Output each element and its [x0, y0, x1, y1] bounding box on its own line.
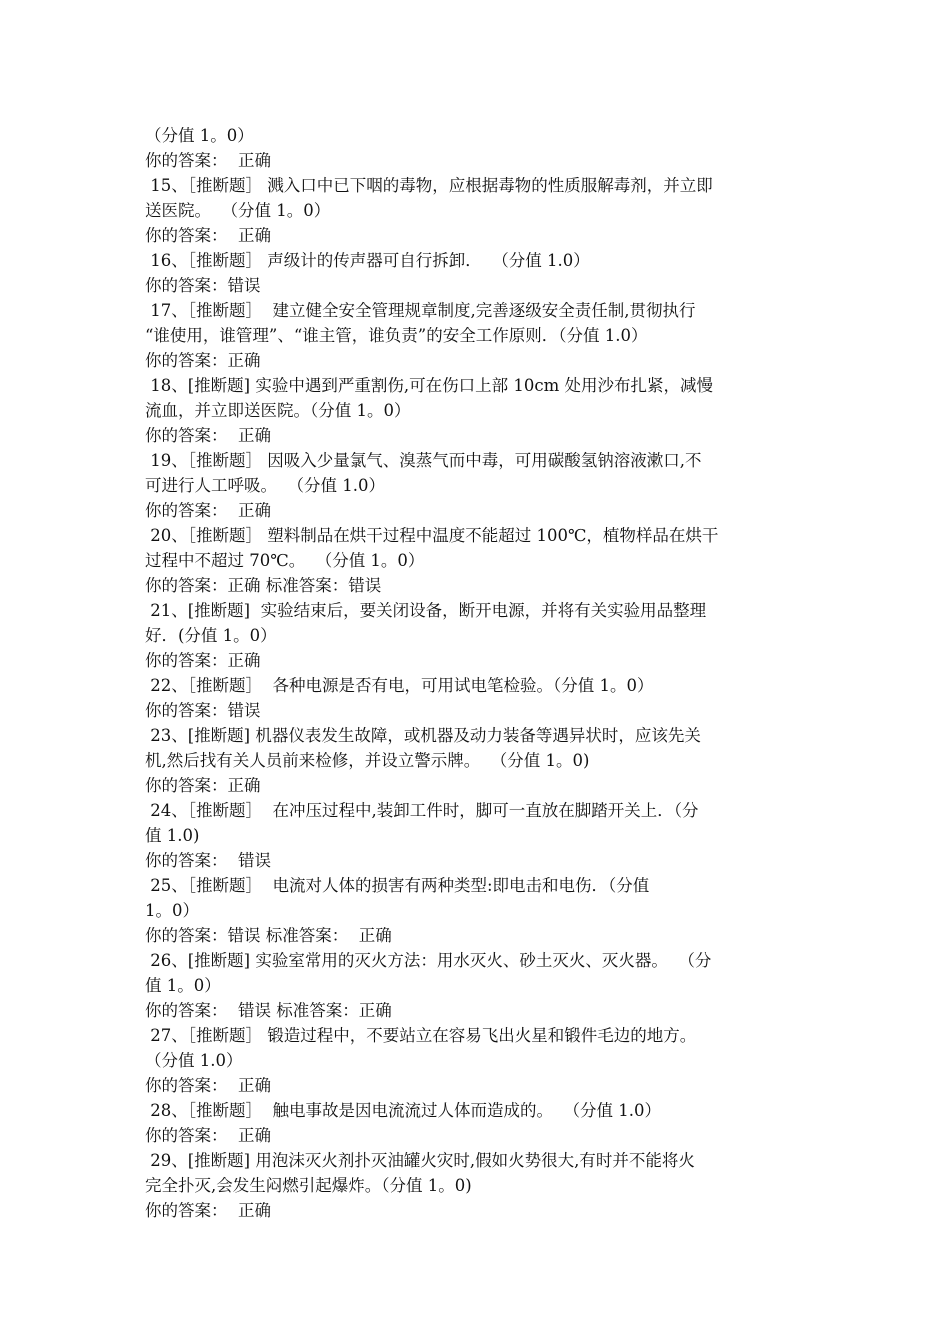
text-line: 值 1.0): [145, 826, 200, 845]
answer-line: 你的答案： 正确: [145, 1201, 271, 1220]
answer-line: 你的答案： 正确: [145, 501, 271, 520]
text-line: 值 1。0）: [145, 976, 221, 995]
question-line: 22、［推断题］ 各种电源是否有电，可用试电笔检验。（分值 1。0）: [145, 676, 654, 695]
text-line: “谁使用，谁管理”、“谁主管，谁负责”的安全工作原则．（分值 1.0）: [145, 326, 648, 345]
question-line: 29、[推断题] 用泡沫灭火剂扑灭油罐火灾时,假如火势很大,有时并不能将火: [145, 1151, 695, 1170]
question-line: 21、[推断题] 实验结束后，要关闭设备，断开电源，并将有关实验用品整理: [145, 601, 707, 620]
question-line: 18、[推断题] 实验中遇到严重割伤,可在伤口上部 10cm 处用沙布扎紧，减慢: [145, 376, 713, 395]
question-line: 23、[推断题] 机器仪表发生故障，或机器及动力装备等遇异状时，应该先关: [145, 726, 701, 745]
question-line: 26、[推断题] 实验室常用的灭火方法：用水灭火、砂土灭火、灭火器。 （分: [145, 951, 712, 970]
question-line: 19、［推断题］ 因吸入少量氯气、溴蒸气而中毒，可用碳酸氢钠溶液漱口,不: [145, 451, 702, 470]
text-line: 过程中不超过 70℃。 （分值 1。0）: [145, 551, 425, 570]
answer-line: 你的答案：错误: [145, 276, 261, 295]
text-line: 1。0）: [145, 901, 199, 920]
answer-line: 你的答案： 正确: [145, 426, 271, 445]
question-line: 17、［推断题］ 建立健全安全管理规章制度,完善逐级安全责任制,贯彻执行: [145, 301, 696, 320]
answer-line: 你的答案：正确: [145, 351, 261, 370]
text-line: （分值 1.0）: [145, 1051, 243, 1070]
question-line: 24、［推断题］ 在冲压过程中,装卸工件时，脚可一直放在脚踏开关上．（分: [145, 801, 699, 820]
question-line: 16、［推断题］ 声级计的传声器可自行拆卸． （分值 1.0）: [145, 251, 590, 270]
answer-line: 你的答案： 正确: [145, 1076, 271, 1095]
question-line: 15、［推断题］ 溅入口中已下咽的毒物，应根据毒物的性质服解毒剂，并立即: [145, 176, 713, 195]
answer-line: 你的答案： 正确: [145, 1126, 271, 1145]
answer-line: 你的答案： 错误 标准答案：正确: [145, 1001, 392, 1020]
text-line: 流血，并立即送医院。（分值 1。0）: [145, 401, 411, 420]
question-line: 28、［推断题］ 触电事故是因电流流过人体而造成的。 （分值 1.0）: [145, 1101, 661, 1120]
text-line: 送医院。 （分值 1。0）: [145, 201, 331, 220]
answer-line: 你的答案：正确: [145, 776, 261, 795]
question-line: 25、［推断题］ 电流对人体的损害有两种类型:即电击和电伤．（分值: [145, 876, 650, 895]
question-line: 20、［推断题］ 塑料制品在烘干过程中温度不能超过 100℃，植物样品在烘干: [145, 526, 719, 545]
text-line: 完全扑灭,会发生闷燃引起爆炸。（分值 1。0): [145, 1176, 472, 1195]
answer-line: 你的答案：错误: [145, 701, 261, 720]
text-line: 机,然后找有关人员前来检修，并设立警示牌。 （分值 1。0): [145, 751, 590, 770]
answer-line: 你的答案：正确: [145, 651, 261, 670]
document-page: [0, 123, 950, 1223]
text-line: （分值 1。0）: [145, 126, 254, 145]
answer-line: 你的答案： 正确: [145, 226, 271, 245]
answer-line: 你的答案： 错误: [145, 851, 271, 870]
text-line: 好．(分值 1。0）: [145, 626, 277, 645]
answer-line: 你的答案：错误 标准答案： 正确: [145, 926, 392, 945]
answer-line: 你的答案：正确 标准答案：错误: [145, 576, 382, 595]
question-line: 27、［推断题］ 锻造过程中，不要站立在容易飞出火星和锻件毛边的地方。: [145, 1026, 697, 1045]
text-line: 可进行人工呼吸。 （分值 1.0）: [145, 476, 385, 495]
answer-line: 你的答案： 正确: [145, 151, 271, 170]
